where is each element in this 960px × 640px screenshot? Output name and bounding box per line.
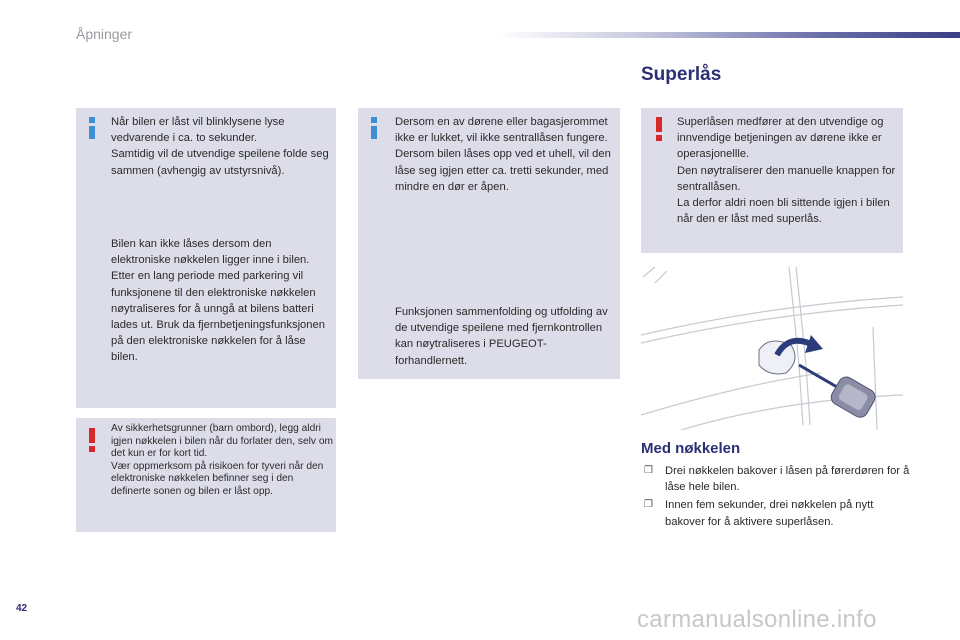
warning-icon [87, 428, 97, 452]
step-item [641, 497, 911, 529]
info-icon [85, 117, 99, 139]
right-warning-box [641, 108, 903, 253]
warning-text-tyveri: Vær oppmerksom på risikoen for tyveri når den elektroniske nøkkelen befinner seg i den definerte sonen og bilen er låst opp. [111, 460, 324, 497]
title-superlas: Superlås [641, 64, 722, 85]
info-text-opplast: Dersom bilen låses opp ved et uhell, vil den låse seg igjen etter ca. tretti sekunder, med mindre en dør er åpen. [395, 148, 611, 193]
info-text-blinklys: Når bilen er låst vil blinklysene lyse vedvarende i ca. to sekunder. [111, 116, 285, 145]
step-text: Innen fem sekunder, drei nøkkelen på nytt bakover for å aktivere superlåsen. [665, 499, 874, 528]
warning-text-knapp: Den nøytraliserer den manuelle knappen for sentrallåsen. [677, 164, 896, 193]
left-warning-box [76, 418, 336, 532]
watermark: carmanualsonline.info [637, 606, 877, 633]
info-text-nokkel-inne: Bilen kan ikke låses dersom den elektroniske nøkkelen ligger inne i bilen. [111, 238, 310, 267]
info-text-parkering: Etter en lang periode med parkering vil funksjonene til den elektroniske nøkkelen nøytraliseres for å unngå at bilens batteri lades ut. Bruk da fjernbetjeningsfunksjonen på den elektroniske nøkkelen for å låse bilen. [111, 270, 325, 364]
middle-info-box [358, 108, 620, 379]
checkbox-bullet-icon: ❒ [644, 499, 653, 511]
info-text-dorer: Dersom en av dørene eller bagasjerommet ikke er lukket, vil ikke sentrallåsen fungere. [395, 116, 608, 145]
warning-text-superlas: Superlåsen medfører at den utvendige og innvendige betjeningen av dørene ikke er operasjonellle. [677, 116, 884, 161]
info-icon [367, 117, 381, 139]
step-list [641, 463, 911, 532]
left-info-box [76, 108, 336, 408]
warning-text-barn: Av sikkerhetsgrunner (barn ombord), legg aldri igjen nøkkelen i bilen når du forlater den, selv om det kun er for kort tid. [111, 423, 333, 460]
page-number: 42 [16, 603, 28, 614]
header-gradient-bar [498, 32, 960, 38]
info-text-speil: Samtidig vil de utvendige speilene folde seg sammen (avhengig av utstyrsnivå). [111, 148, 329, 177]
step-item [641, 463, 911, 495]
subtitle-med-nokkelen: Med nøkkelen [641, 440, 741, 457]
warning-text-sittende: La derfor aldri noen bli sittende igjen i bilen når den er låst med superlås. [677, 197, 890, 226]
door-key-illustration [641, 265, 903, 430]
info-text-sammenfolding: Funksjonen sammenfolding og utfolding av de utvendige speilene med fjernkontrollen kan nøytraliseres i PEUGEOT-forhandlernett. [395, 306, 608, 367]
warning-icon [654, 117, 664, 141]
checkbox-bullet-icon: ❒ [644, 465, 653, 476]
step-text: Drei nøkkelen bakover i låsen på førerdøren for å låse hele bilen. [665, 465, 910, 494]
section-header: Åpninger [76, 26, 133, 42]
